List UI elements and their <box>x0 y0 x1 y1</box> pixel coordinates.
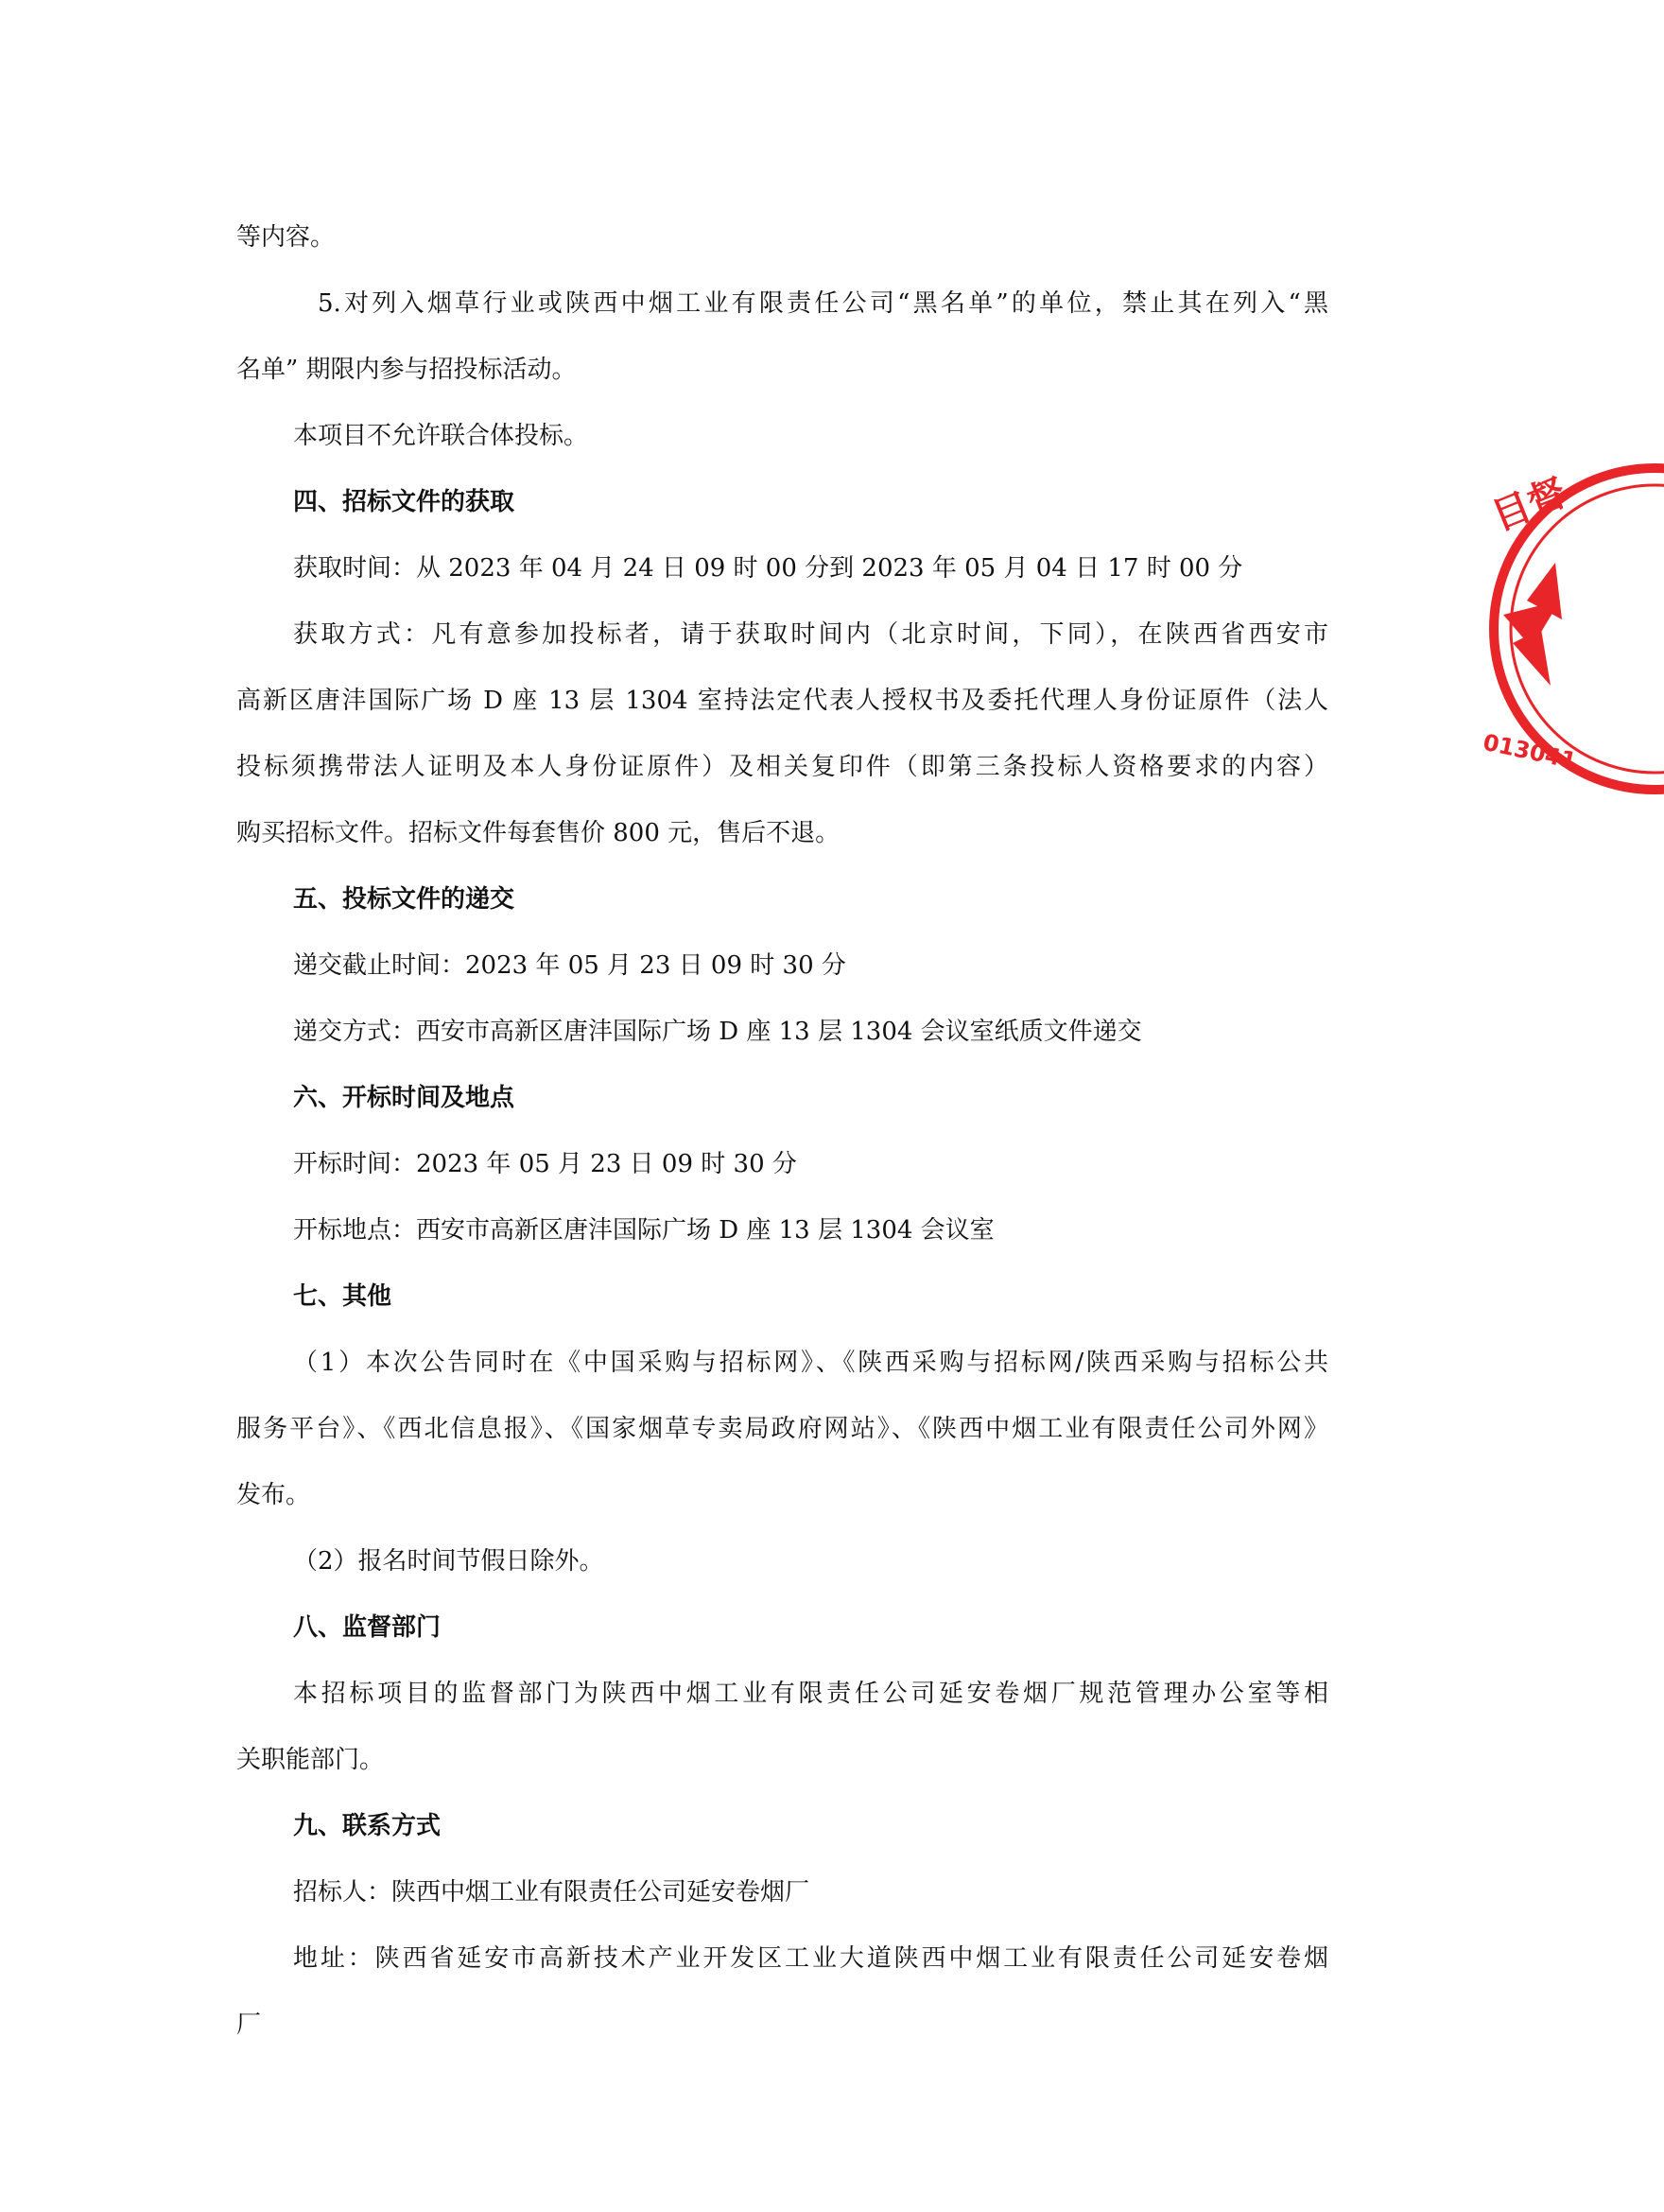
paragraph-line: 本招标项目的监督部门为陕西中烟工业有限责任公司延安卷烟厂规范管理办公室等相 <box>293 1680 1328 1708</box>
paragraph-line: 递交截止时间：2023 年 05 月 23 日 09 时 30 分 <box>293 951 846 980</box>
paragraph-line: 投标须携带法人证明及本人身份证原件）及相关复印件（即第三条投标人资格要求的内容） <box>236 753 1328 781</box>
section-heading: 四、招标文件的获取 <box>293 488 515 516</box>
paragraph-line: （1）本次公告同时在《中国采购与招标网》、《陕西采购与招标网/陕西采购与招标公共 <box>293 1349 1328 1377</box>
paragraph-line: 5.对列入烟草行业或陕西中烟工业有限责任公司“黑名单”的单位，禁止其在列入“黑 <box>318 289 1328 318</box>
paragraph-line: 高新区唐沣国际广场 D 座 13 层 1304 室持法定代表人授权书及委托代理人身份证原件（法人 <box>236 687 1328 715</box>
paragraph-line: 开标地点：西安市高新区唐沣国际广场 D 座 13 层 1304 会议室 <box>293 1216 995 1245</box>
paragraph-line: 获取时间：从 2023 年 04 月 24 日 09 时 00 分到 2023 年 05 月 04 日 17 时 00 分 <box>293 554 1243 583</box>
paragraph-line: 等内容。 <box>236 223 336 252</box>
paragraph-line: 本项目不允许联合体投标。 <box>293 422 589 450</box>
paragraph-line: 名单” 期限内参与招投标活动。 <box>236 356 577 384</box>
paragraph-line: 厂 <box>236 2011 262 2039</box>
paragraph-line: 关职能部门。 <box>236 1746 385 1774</box>
document-body <box>236 204 1328 2058</box>
paragraph-line: 获取方式：凡有意参加投标者，请于获取时间内（北京时间，下同），在陕西省西安市 <box>293 620 1328 649</box>
paragraph-line: （2）报名时间节假日除外。 <box>293 1547 604 1576</box>
paragraph-line: 递交方式：西安市高新区唐沣国际广场 D 座 13 层 1304 会议室纸质文件递交 <box>293 1018 1142 1046</box>
section-heading: 九、联系方式 <box>293 1812 442 1840</box>
official-seal <box>1475 459 1664 799</box>
section-heading: 七、其他 <box>293 1282 392 1311</box>
paragraph-line: 地址：陕西省延安市高新技术产业开发区工业大道陕西中烟工业有限责任公司延安卷烟 <box>293 1944 1328 1973</box>
section-heading: 六、开标时间及地点 <box>293 1084 515 1112</box>
seal-bottom-number: 013041 <box>1481 728 1579 775</box>
paragraph-line: 购买招标文件。招标文件每套售价 800 元，售后不退。 <box>236 819 841 847</box>
section-heading: 五、投标文件的递交 <box>293 885 515 914</box>
paragraph-line: 服务平台》、《西北信息报》、《国家烟草专卖局政府网站》、《陕西中烟工业有限责任公司外网》 <box>236 1415 1328 1443</box>
paragraph-line: 发布。 <box>236 1481 311 1509</box>
paragraph-line: 招标人：陕西中烟工业有限责任公司延安卷烟厂 <box>293 1878 810 1907</box>
paragraph-line: 开标时间：2023 年 05 月 23 日 09 时 30 分 <box>293 1150 797 1178</box>
seal-top-text: 目督 <box>1486 470 1573 540</box>
section-heading: 八、监督部门 <box>293 1613 442 1642</box>
